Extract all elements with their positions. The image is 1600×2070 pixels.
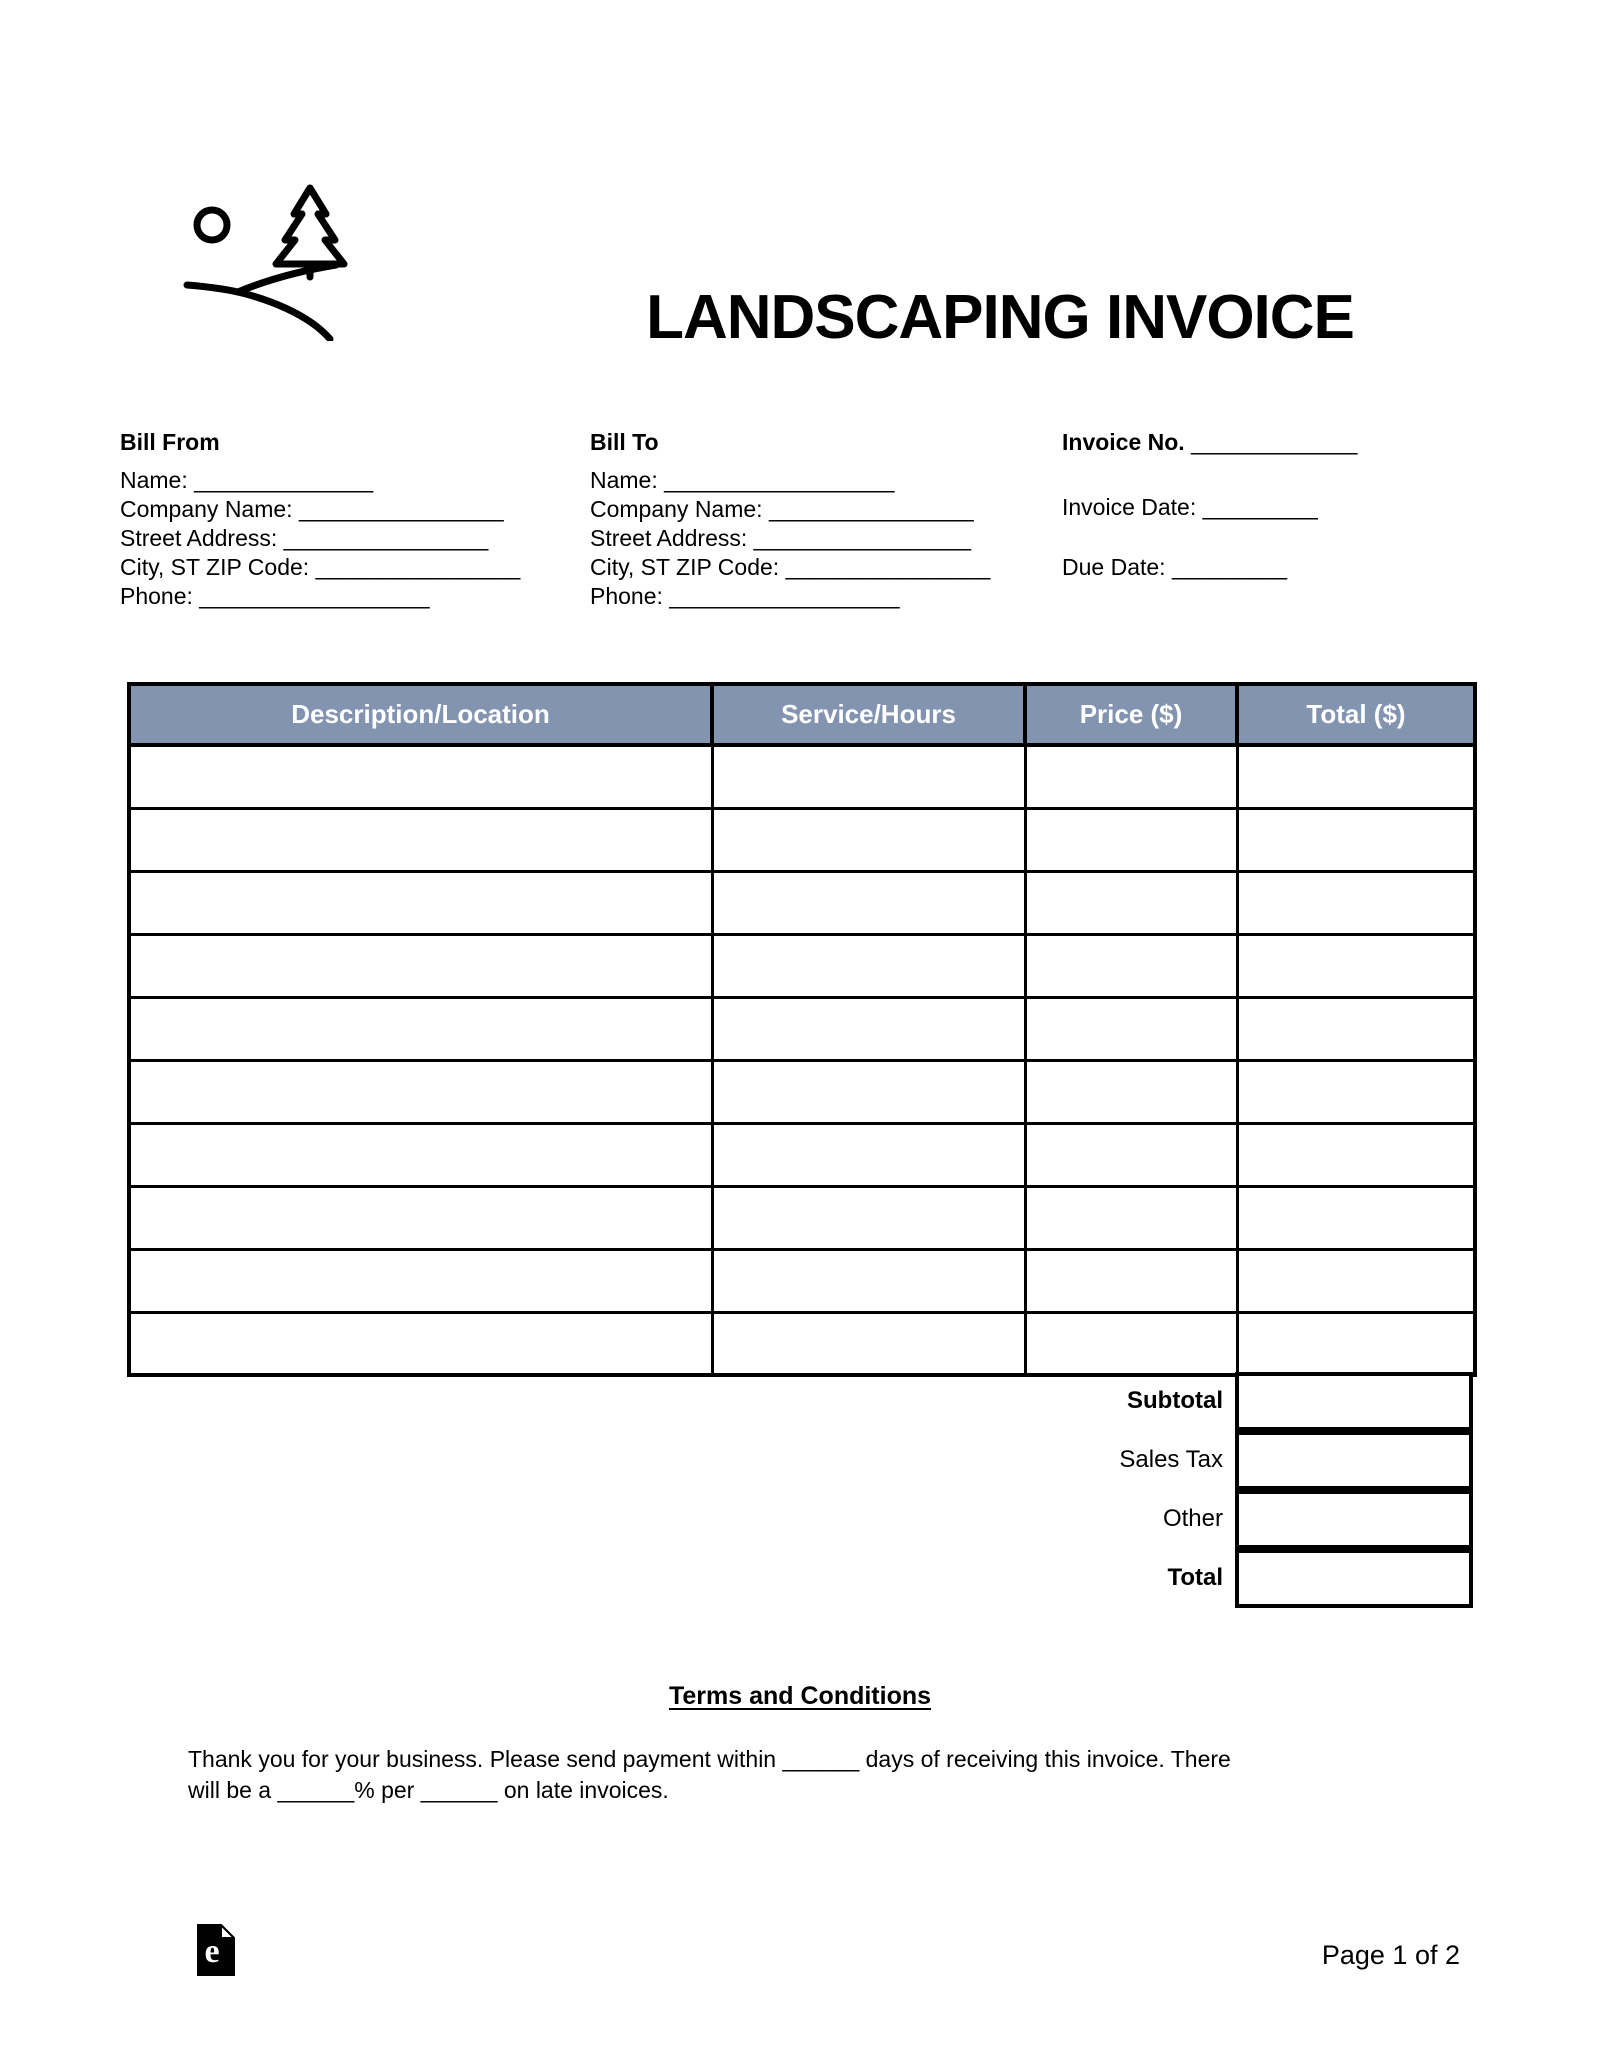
line-item-cell [712, 934, 1025, 997]
line-item-cell [712, 997, 1025, 1060]
line-item-cell [129, 745, 712, 808]
total-label: Total [1167, 1564, 1223, 1591]
bill-to-phone-field: Phone: __________________ [590, 583, 900, 609]
line-items-header [129, 684, 1475, 745]
bill-from-company-field: Company Name: ________________ [120, 496, 504, 522]
header-row [129, 684, 1475, 745]
subtotal-value-box [1235, 1372, 1473, 1431]
terms-line-2: will be a ______% per ______ on late invoices. [188, 1777, 669, 1803]
bill-to-company-field: Company Name: ________________ [590, 496, 974, 522]
line-item-cell [1025, 808, 1237, 871]
other-value-box [1235, 1490, 1473, 1549]
line-item-cell [129, 1186, 712, 1249]
line-item-cell [712, 1312, 1025, 1375]
bill-from-section [120, 428, 575, 611]
line-item-cell [712, 1123, 1025, 1186]
line-item-cell [1025, 871, 1237, 934]
sales-tax-label: Sales Tax [1119, 1446, 1223, 1473]
eforms-document-icon [196, 1924, 236, 1976]
line-item-row [129, 1123, 1475, 1186]
line-item-cell [1025, 1249, 1237, 1312]
line-item-row [129, 997, 1475, 1060]
line-item-cell [1237, 871, 1475, 934]
line-items-body [129, 745, 1475, 1375]
invoice-meta-section [1062, 428, 1492, 582]
line-item-cell [712, 871, 1025, 934]
total-value-box [1235, 1549, 1473, 1608]
line-item-cell [1025, 1186, 1237, 1249]
line-item-cell [1237, 1249, 1475, 1312]
line-item-cell [712, 1249, 1025, 1312]
terms-line-1: Thank you for your business. Please send payment within ______ days of receiving this invoice. There [188, 1746, 1231, 1772]
subtotal-label: Subtotal [1127, 1387, 1223, 1414]
line-item-row [129, 934, 1475, 997]
line-item-cell [712, 808, 1025, 871]
line-item-row [129, 1186, 1475, 1249]
line-items-table [127, 682, 1477, 1377]
bill-to-heading: Bill To [590, 429, 659, 455]
line-item-cell [1025, 997, 1237, 1060]
line-item-cell [1237, 1123, 1475, 1186]
line-item-row [129, 1312, 1475, 1375]
invoice-number-label: Invoice No. [1062, 429, 1185, 455]
other-label: Other [1162, 1505, 1223, 1532]
line-item-cell [1237, 934, 1475, 997]
bill-from-name-field: Name: ______________ [120, 467, 374, 493]
line-item-cell [1237, 1312, 1475, 1375]
line-item-cell [129, 1060, 712, 1123]
bill-from-phone-field: Phone: __________________ [120, 583, 430, 609]
line-item-row [129, 871, 1475, 934]
line-item-cell [129, 808, 712, 871]
line-item-cell [1025, 745, 1237, 808]
line-item-cell [129, 871, 712, 934]
line-item-cell [1025, 1312, 1237, 1375]
svg-text:e: e [204, 1933, 220, 1970]
line-item-cell [1237, 1186, 1475, 1249]
header-description-location: Description/Location [129, 684, 712, 745]
header-price: Price ($) [1025, 684, 1237, 745]
line-item-cell [712, 1186, 1025, 1249]
line-item-cell [1237, 1060, 1475, 1123]
header-total: Total ($) [1237, 684, 1475, 745]
line-item-cell [712, 1060, 1025, 1123]
bill-to-name-field: Name: __________________ [590, 467, 895, 493]
line-item-cell [1237, 808, 1475, 871]
bill-to-city-field: City, ST ZIP Code: ________________ [590, 554, 991, 580]
sales-tax-value-box [1235, 1431, 1473, 1490]
line-item-cell [129, 934, 712, 997]
line-item-cell [712, 745, 1025, 808]
line-item-cell [1025, 1060, 1237, 1123]
bill-to-section [590, 428, 1045, 611]
line-item-cell [1237, 997, 1475, 1060]
page-title: LANDSCAPING INVOICE [646, 283, 1354, 352]
bill-from-street-field: Street Address: ________________ [120, 525, 489, 551]
line-item-cell [129, 1312, 712, 1375]
line-item-row [129, 1249, 1475, 1312]
due-date-field: Due Date: _________ [1062, 554, 1288, 580]
page-number: Page 1 of 2 [1321, 1940, 1460, 1970]
bill-to-street-field: Street Address: _________________ [590, 525, 972, 551]
line-item-cell [1025, 934, 1237, 997]
landscape-tree-hills-icon [146, 146, 351, 341]
invoice-date-field: Invoice Date: _________ [1062, 494, 1318, 520]
line-item-cell [1025, 1123, 1237, 1186]
line-item-cell [129, 997, 712, 1060]
invoice-number-field [1062, 428, 1492, 457]
header-service-hours: Service/Hours [712, 684, 1025, 745]
terms-heading: Terms and Conditions [668, 1682, 932, 1710]
invoice-number-blank: _____________ [1184, 429, 1358, 455]
line-item-row [129, 808, 1475, 871]
line-item-cell [129, 1249, 712, 1312]
terms-body [188, 1744, 1488, 1806]
line-item-cell [1237, 745, 1475, 808]
line-item-row [129, 745, 1475, 808]
line-item-cell [129, 1123, 712, 1186]
bill-from-city-field: City, ST ZIP Code: ________________ [120, 554, 521, 580]
line-item-row [129, 1060, 1475, 1123]
bill-from-heading: Bill From [120, 429, 220, 455]
